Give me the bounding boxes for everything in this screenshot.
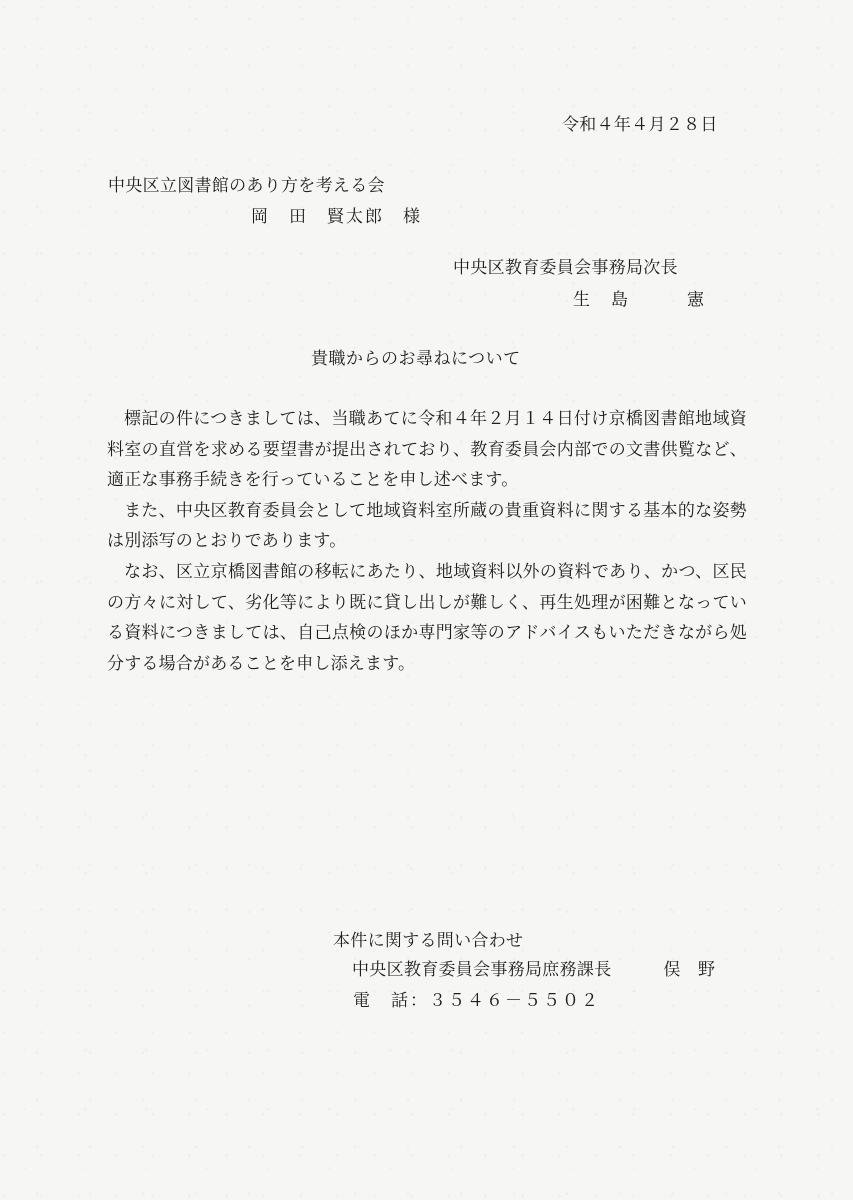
body-paragraph: また、中央区教育委員会として地域資料室所蔵の貴重資料に関する基本的な姿勢は別添写のとおりであります。 — [107, 500, 747, 552]
contact-person: 中央区教育委員会事務局庶務課長 俣 野 — [352, 960, 716, 980]
contact-heading: 本件に関する問い合わせ — [333, 931, 524, 951]
letter-body — [107, 404, 747, 679]
letter-date: 令和４年４月２８日 — [562, 115, 718, 135]
contact-phone: 電 話：３５４６－５５０２ — [353, 991, 600, 1011]
body-paragraph: なお、区立京橋図書館の移転にあたり、地域資料以外の資料であり、かつ、区民の方々に対して、劣化等により既に貸し出しが難しく、再生処理が困難となっている資料につきましては、自己点検のほか専門家等のアドバイスもいただきながら処分する場合があることを申し添えます。 — [107, 561, 747, 674]
letter-subject: 貴職からのお尋ねについて — [311, 349, 521, 369]
recipient-organization: 中央区立図書館のあり方を考える会 — [108, 176, 385, 196]
recipient-name: 岡 田 賢太郎 様 — [251, 207, 422, 227]
sender-name: 生 島 憲 — [573, 290, 706, 310]
sender-title: 中央区教育委員会事務局次長 — [453, 258, 678, 278]
body-paragraph: 標記の件につきましては、当職あてに令和４年２月１４日付け京橋図書館地域資料室の直営を求める要望書が提出されており、教育委員会内部での文書供覧など、適正な事務手続きを行っていることを申し述べます。 — [107, 409, 747, 491]
